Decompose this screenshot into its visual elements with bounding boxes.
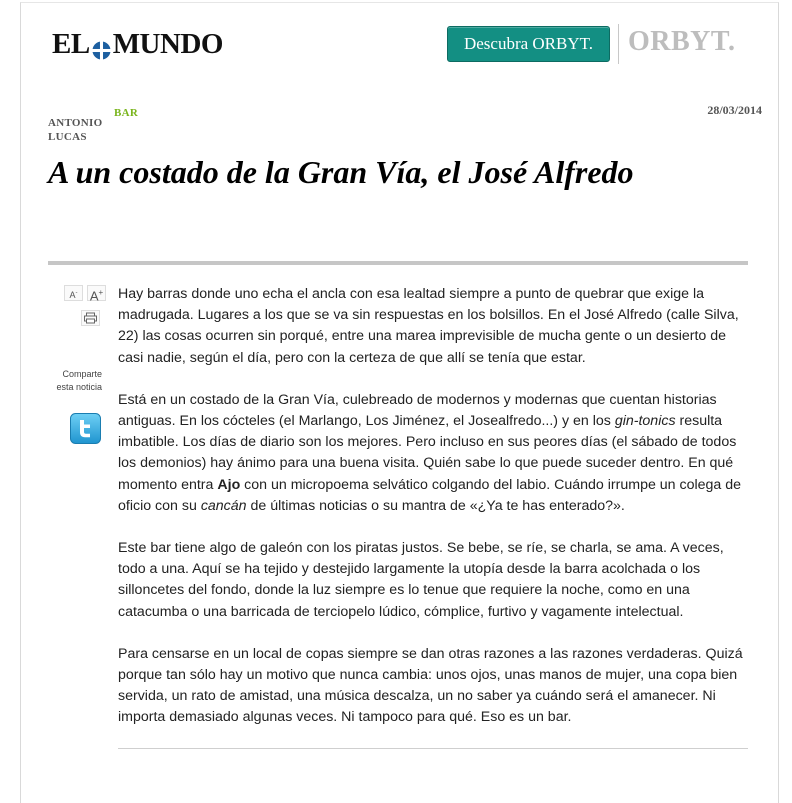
font-size-controls xyxy=(64,285,106,304)
body-paragraph xyxy=(118,538,748,623)
body-paragraph xyxy=(118,644,748,729)
body-paragraph xyxy=(118,284,748,369)
print-icon xyxy=(82,311,99,325)
share-label-line1: Comparte xyxy=(62,369,102,379)
italic-text: gin-tonics xyxy=(614,413,676,430)
body-paragraph xyxy=(118,390,748,517)
globe-icon xyxy=(92,35,111,54)
discover-orbyt-button[interactable]: Descubra ORBYT. xyxy=(447,26,610,62)
paragraph-text: con un micropoema selvático colgando del labio. Cuándo irrumpe un colega de oficio con su xyxy=(118,476,742,514)
paragraph-text: Está en un costado de la Gran Vía, culebreado de modernos y modernas que cuentan historias antiguas. En los cócteles (el Marlango, Los Jiménez, el Josealfredo...) y en los xyxy=(118,391,717,430)
article-body xyxy=(118,284,748,750)
orbyt-logo[interactable]: ORBYT. xyxy=(628,26,736,57)
paragraph-text: de últimas noticias o su mantra de «¿Ya te has enterado?». xyxy=(246,497,625,514)
share-label xyxy=(48,368,102,394)
share-label-line2: esta noticia xyxy=(56,382,102,392)
bottom-divider xyxy=(118,748,748,749)
paragraph-text: Para censarse en un local de copas siempre se dan otras razones a las razones verdaderas. Quizá porque tan sólo hay un motivo que nunca cambia: unos ojos, unas manos de mujer, una copa bien servida, un rato de amistad, una música descalza, un no saber ya cuándo será el amanecer. Ni importa demasiado algunas veces. Ni tampoco para qué. Eso es un bar. xyxy=(118,645,743,726)
paragraph-text: Este bar tiene algo de galeón con los piratas justos. Se bebe, se ríe, se charla, se ama. A veces, todo a una. Aquí se ha tejido y destejido largamente la utopía desde la barra acolchada o los silloncetes del fondo, donde la luz siempre es lo tenue que requiere la noche, como en una catacumba o una barricada de terciopelo lúdico, cómplice, furtivo y vagamente intelectual. xyxy=(118,540,724,620)
italic-text: cancán xyxy=(200,497,247,514)
author-last-name: LUCAS xyxy=(48,131,87,143)
font-increase-label: A xyxy=(89,288,99,304)
font-increase-button[interactable] xyxy=(87,285,106,304)
logo-text-right: MUNDO xyxy=(112,27,223,60)
bold-text: Ajo xyxy=(217,476,241,493)
paragraph-text: Hay barras donde uno echa el ancla con esa lealtad siempre a punto de quebrar que exige la madrugada. Lugares a los que se va sin respuestas en los bolsillos. En el José Alfredo (calle Silva, 22) las cosas ocurren sin porqué, entre una marea imprevisible de mucha gente o un desierto de casi nadie, según el día, pero con la certeza de que allí se tenía que estar. xyxy=(118,286,739,366)
header-divider xyxy=(618,24,619,64)
font-decrease-button[interactable] xyxy=(64,285,83,301)
article-title: A un costado de la Gran Vía, el José Alfredo xyxy=(48,154,634,190)
author-first-name: ANTONIO xyxy=(48,117,103,129)
font-decrease-label: A xyxy=(69,290,76,300)
twitter-share-button[interactable] xyxy=(70,413,101,444)
section-label[interactable]: BAR xyxy=(114,107,139,119)
author-byline[interactable] xyxy=(48,116,102,144)
twitter-icon xyxy=(70,413,101,444)
print-button[interactable] xyxy=(81,310,100,326)
logo-text-left: EL xyxy=(52,27,90,60)
el-mundo-logo[interactable] xyxy=(52,28,223,60)
font-decrease-sign: - xyxy=(75,290,78,296)
font-increase-sign: + xyxy=(98,288,104,297)
paragraph-text: resulta imbatible. Los días de diario son los mejores. Pero incluso en sus peores días (el sábado de todos los demonios) hay ánimo para una buena visita. Quién sabe lo que puede suceder dentro. En qué momento entra xyxy=(118,413,737,493)
publish-date: 28/03/2014 xyxy=(707,103,762,117)
title-divider xyxy=(48,261,748,265)
